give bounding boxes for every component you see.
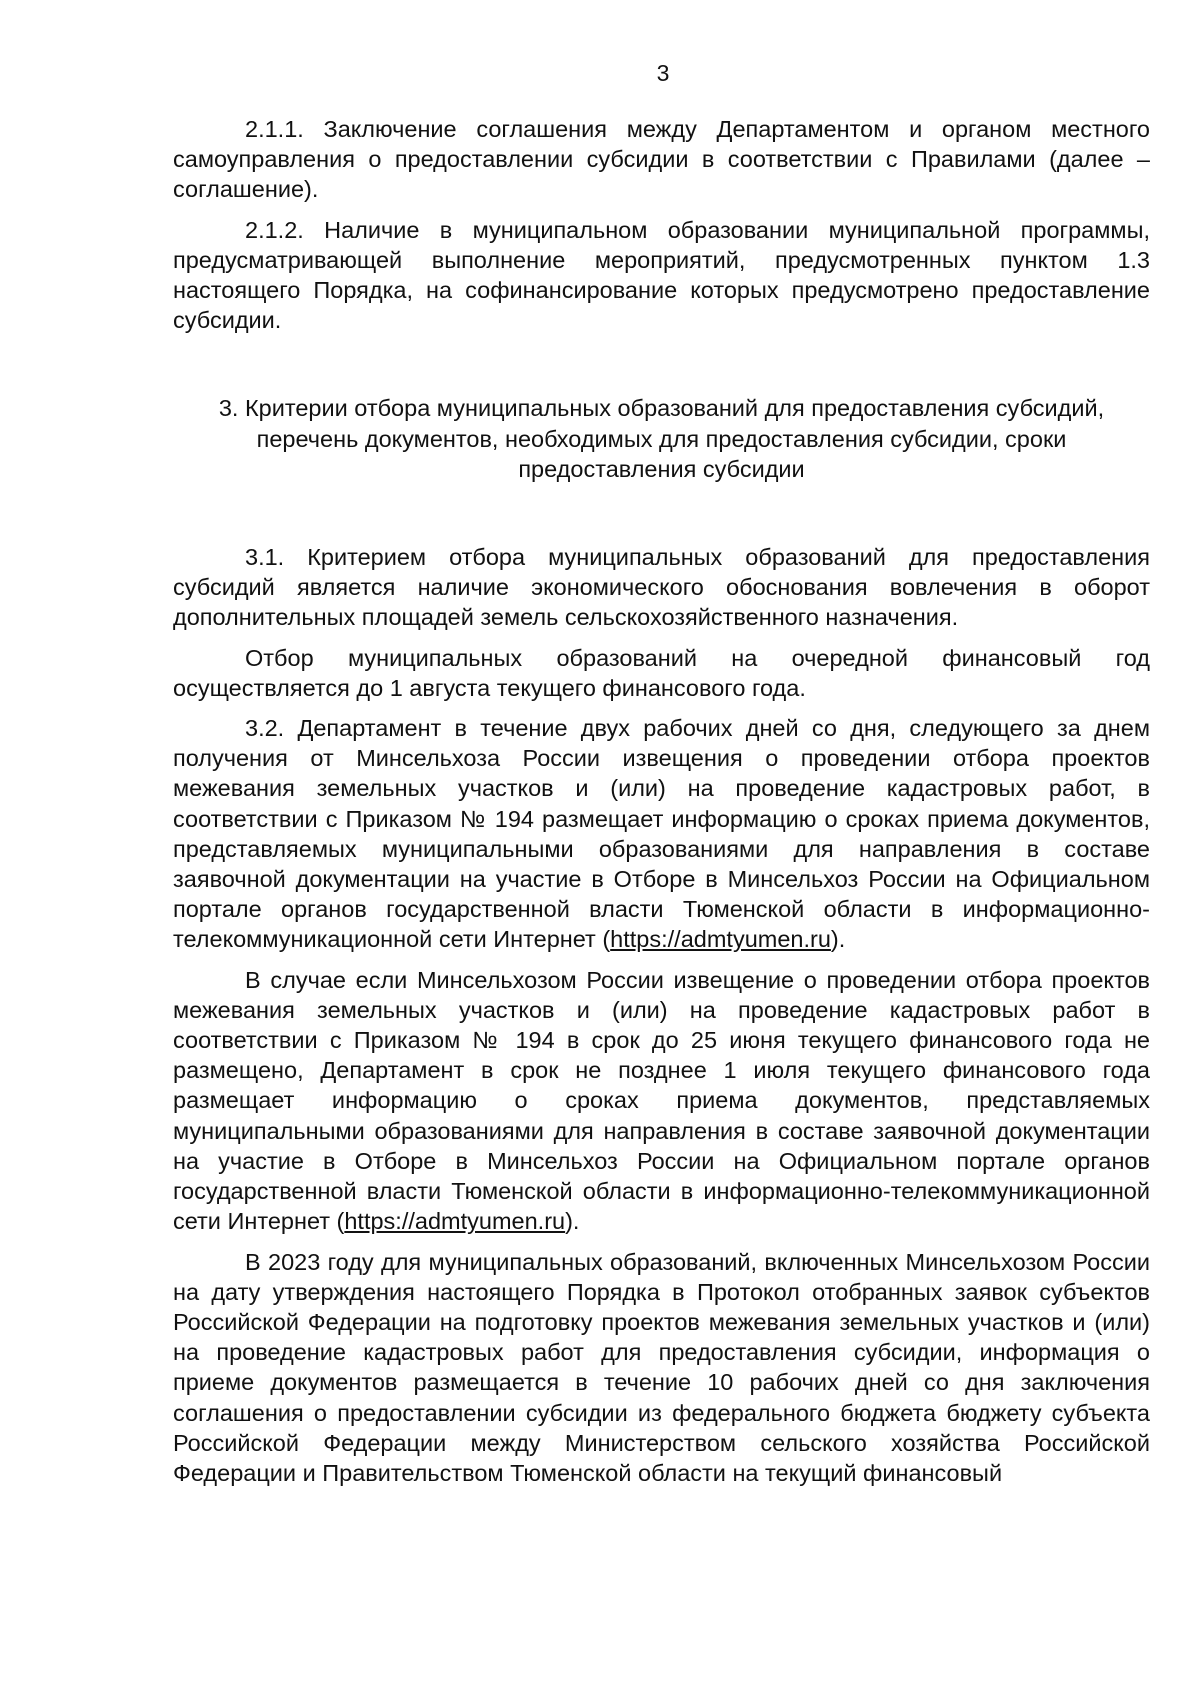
paragraph-2-1-1: 2.1.1. Заключение соглашения между Департаментом и органом местного самоуправления о предоставлении субсидии в соответствии с Правилами (далее – соглашение). [173, 116, 1150, 203]
admtyumen-link[interactable]: https://admtyumen.ru [610, 926, 831, 953]
document-body [173, 114, 1150, 1498]
paragraph-3-2-text: 3.2. Департамент в течение двух рабочих дней со дня, следующего за днем получения от Минсельхоза России извещения о проведении отбора проектов межевания земельных участков и (или) на проведение кадастровых работ, в соответствии с Приказом № 194 размещает информацию о сроках приема документов, представляемых муниципальными образованиями для направления в составе заявочной документации на участие в Отборе в Минсельхоз России на Официальном портале органов государственной власти Тюменской области в информационно-телекоммуникационной сети Интернет ( [173, 715, 1150, 953]
section-heading: 3. Критерии отбора муниципальных образований для предоставления субсидий, перечень документов, необходимых для предоставления субсидии, сроки предоставления субсидии [218, 395, 1105, 482]
paragraph-selection-deadline: Отбор муниципальных образований на очередной финансовый год осуществляется до 1 августа текущего финансового года. [173, 644, 1150, 701]
paragraph-no-notice-end: ). [565, 1208, 580, 1235]
page-number: 3 [656, 60, 670, 86]
paragraph-3-2 [173, 713, 1150, 955]
paragraph-3-2-end: ). [830, 926, 846, 953]
paragraph-2023: В 2023 году для муниципальных образований, включенных Минсельхозом России на дату утверждения настоящего Порядка в Протокол отобранных заявок субъектов Российской Федерации на подготовку проектов межевания земельных участков и (или) на проведение кадастровых работ для предоставления субсидии, информация о приеме документов размещается в течение 10 рабочих дней со дня заключения соглашения о предоставлении субсидии из федерального бюджета бюджету субъекта Российской Федерации между Министерством сельского хозяйства Российской Федерации и Правительством Тюменской области на текущий финансовый [173, 1248, 1150, 1486]
paragraph-no-notice-text: В случае если Минсельхозом России извещение о проведении отбора проектов межевания земельных участков и (или) на проведение кадастровых работ в соответствии с Приказом № 194 в срок до 25 июня текущего финансового года не размещено, Департамент в срок не позднее 1 июля текущего финансового года размещает информацию о сроках приема документов, представляемых муниципальными образованиями для направления в составе заявочной документации на участие в Отборе в Минсельхоз России на Официальном портале органов государственной власти Тюменской области в информационно-телекоммуникационной сети Интернет ( [173, 966, 1150, 1235]
paragraph-no-notice [173, 965, 1150, 1237]
paragraph-3-1: 3.1. Критерием отбора муниципальных образований для предоставления субсидий является наличие экономического обоснования вовлечения в оборот дополнительных площадей земель сельскохозяйственного назначения. [173, 544, 1150, 631]
admtyumen-link-second[interactable]: https://admtyumen.ru [344, 1208, 566, 1235]
paragraph-2-1-2: 2.1.2. Наличие в муниципальном образовании муниципальной программы, предусматривающей выполнение мероприятий, предусмотренных пунктом 1.3 настоящего Порядка, на софинансирование которых предусмотрено предоставление субсидии. [173, 216, 1150, 334]
